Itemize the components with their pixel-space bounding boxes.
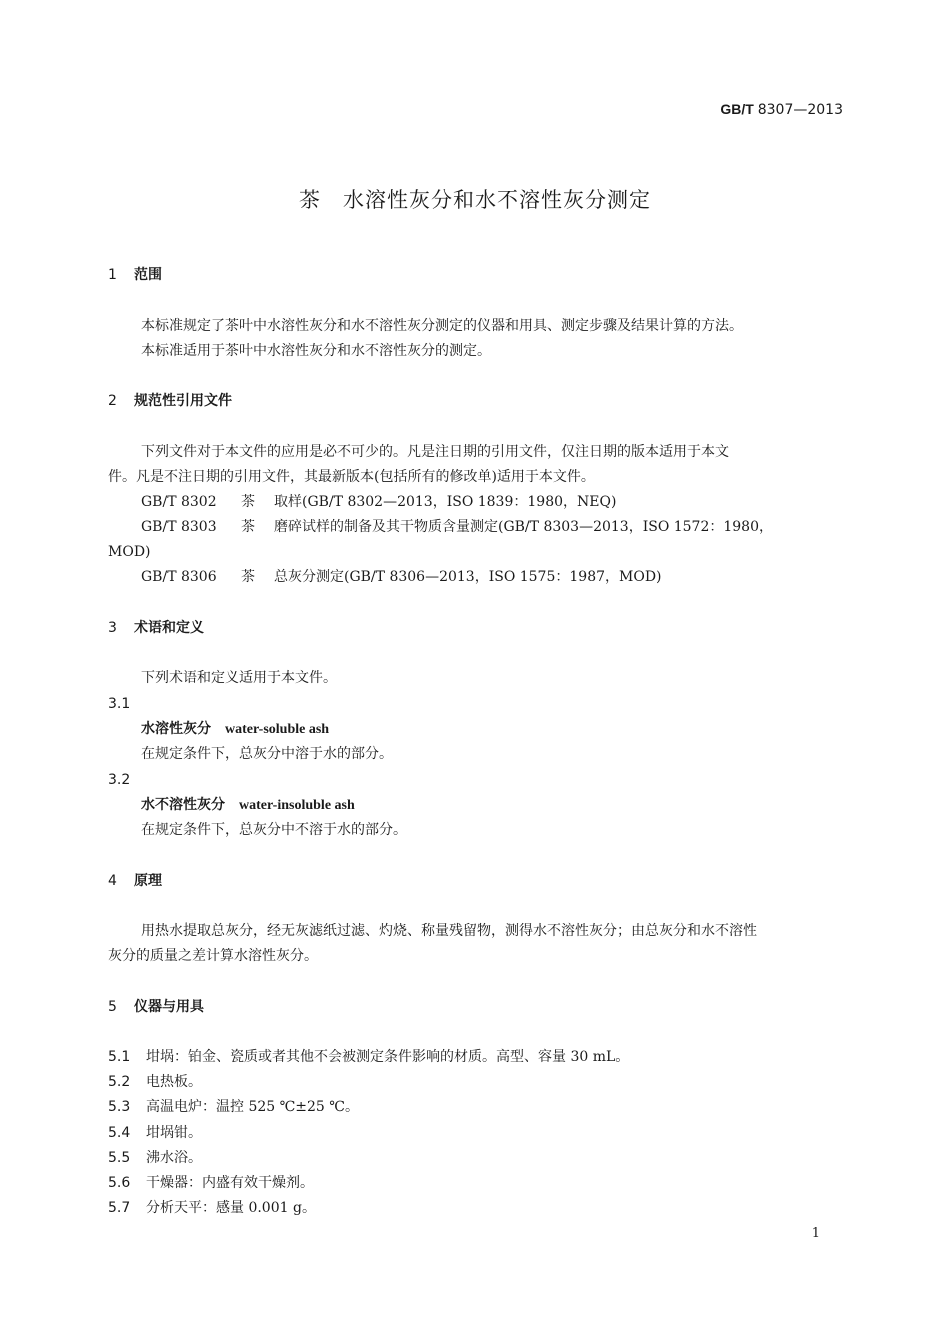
- section-2-heading: 2 规范性引用文件: [108, 393, 232, 409]
- reference-item-continuation: MOD): [108, 544, 151, 560]
- reference-item: GB/T 8303 茶 磨碎试样的制备及其干物质含量测定(GB/T 8303—2013，ISO 1572：1980，: [141, 519, 774, 535]
- term-definition: 在规定条件下，总灰分中溶于水的部分。: [141, 746, 393, 762]
- term-title: 水不溶性灰分 water-insoluble ash: [141, 797, 355, 813]
- section-3-heading: 3 术语和定义: [108, 620, 204, 636]
- section-4-paragraph-line-1: 用热水提取总灰分，经无灰滤纸过滤、灼烧、称量残留物，测得水不溶性灰分；由总灰分和水不溶性: [141, 923, 757, 939]
- standard-code: [720, 101, 843, 118]
- list-item: 5.7 分析天平：感量 0.001 g。: [108, 1200, 316, 1216]
- term-title: 水溶性灰分 water-soluble ash: [141, 721, 330, 737]
- list-item: 5.1 坩埚：铂金、瓷质或者其他不会被测定条件影响的材质。高型、容量 30 mL。: [108, 1049, 630, 1065]
- reference-item: GB/T 8302 茶 取样(GB/T 8302—2013，ISO 1839：1980，NEQ): [141, 494, 617, 510]
- section-3-paragraph: 下列术语和定义适用于本文件。: [141, 670, 337, 686]
- reference-item: GB/T 8306 茶 总灰分测定(GB/T 8306—2013，ISO 1575：1987，MOD): [141, 569, 662, 585]
- section-2-paragraph-line-2: 件。凡是不注日期的引用文件，其最新版本(包括所有的修改单)适用于本文件。: [108, 469, 595, 485]
- page-number: 1: [811, 1226, 820, 1241]
- section-1-paragraph-1: 本标准规定了茶叶中水溶性灰分和水不溶性灰分测定的仪器和用具、测定步骤及结果计算的方法。: [141, 318, 743, 334]
- term-number: 3.2: [108, 772, 131, 788]
- section-1-heading: 1 范围: [108, 267, 162, 283]
- title-part2: 水溶性灰分和水不溶性灰分测定: [343, 188, 651, 212]
- section-4-heading: 4 原理: [108, 873, 162, 889]
- list-item: 5.6 干燥器：内盛有效干燥剂。: [108, 1175, 314, 1191]
- section-4-paragraph-line-2: 灰分的质量之差计算水溶性灰分。: [108, 948, 318, 964]
- term-number: 3.1: [108, 696, 131, 712]
- list-item: 5.5 沸水浴。: [108, 1150, 202, 1166]
- list-item: 5.4 坩埚钳。: [108, 1125, 202, 1141]
- standard-prefix: GB/T: [720, 101, 754, 117]
- term-definition: 在规定条件下，总灰分中不溶于水的部分。: [141, 822, 407, 838]
- standard-number: 8307—2013: [757, 102, 843, 118]
- list-item: 5.3 高温电炉：温控 525 ℃±25 ℃。: [108, 1099, 359, 1115]
- section-1-paragraph-2: 本标准适用于茶叶中水溶性灰分和水不溶性灰分的测定。: [141, 343, 491, 359]
- list-item: 5.2 电热板。: [108, 1074, 202, 1090]
- page-title: [0, 184, 950, 214]
- section-2-paragraph-line-1: 下列文件对于本文件的应用是必不可少的。凡是注日期的引用文件，仅注日期的版本适用于本文: [141, 444, 729, 460]
- section-5-heading: 5 仪器与用具: [108, 999, 204, 1015]
- title-part1: 茶: [299, 188, 321, 212]
